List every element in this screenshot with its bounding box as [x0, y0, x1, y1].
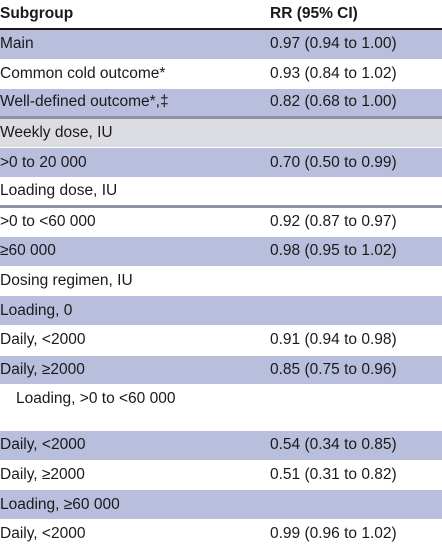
table-row — [0, 461, 442, 491]
row-label: Daily, <2000 — [0, 436, 86, 454]
row-value: 0.93 (0.84 to 1.02) — [270, 64, 397, 82]
row-value: 0.82 (0.68 to 1.00) — [270, 93, 397, 111]
table-row — [0, 30, 442, 60]
row-label: Common cold outcome* — [0, 64, 166, 82]
row-label: >0 to <60 000 — [0, 212, 96, 230]
header-subgroup: Subgroup — [0, 5, 74, 22]
section-label: Loading, 0 — [0, 301, 73, 319]
row-label: >0 to 20 000 — [0, 153, 87, 171]
row-value: 0.54 (0.34 to 0.85) — [270, 436, 397, 454]
section-header — [0, 178, 442, 208]
table-row — [0, 237, 442, 267]
row-label: Daily, <2000 — [0, 525, 86, 543]
row-label: Well-defined outcome*,‡ — [0, 93, 169, 111]
row-label: Daily, ≥2000 — [0, 466, 85, 484]
row-label: Daily, <2000 — [0, 331, 86, 349]
table-row — [0, 60, 442, 90]
row-value: 0.70 (0.50 to 0.99) — [270, 153, 397, 171]
row-value: 0.97 (0.94 to 1.00) — [270, 35, 397, 53]
section-header — [0, 296, 442, 326]
row-label: Daily, ≥2000 — [0, 360, 85, 378]
section-label: Loading, >0 to <60 000 — [16, 390, 176, 408]
table-row — [0, 208, 442, 238]
row-value: 0.91 (0.94 to 0.98) — [270, 331, 397, 349]
row-label: Main — [0, 35, 34, 53]
section-header — [0, 385, 442, 431]
section-header — [0, 267, 442, 297]
header-rr: RR (95% CI) — [270, 5, 358, 22]
row-label: ≥60 000 — [0, 242, 56, 260]
table-row — [0, 520, 442, 550]
section-label: Dosing regimen, IU — [0, 272, 133, 290]
row-value: 0.98 (0.95 to 1.02) — [270, 242, 397, 260]
row-value: 0.85 (0.75 to 0.96) — [270, 360, 397, 378]
section-label: Loading, ≥60 000 — [0, 495, 120, 513]
table-row — [0, 326, 442, 356]
table-header — [0, 0, 442, 30]
table-row — [0, 431, 442, 461]
row-value: 0.99 (0.96 to 1.02) — [270, 525, 397, 543]
table-row — [0, 356, 442, 386]
table-row — [0, 148, 442, 178]
section-header — [0, 490, 442, 520]
section-label: Loading dose, IU — [0, 182, 118, 200]
row-value: 0.92 (0.87 to 0.97) — [270, 212, 397, 230]
section-label: Weekly dose, IU — [0, 124, 113, 142]
row-value: 0.51 (0.31 to 0.82) — [270, 466, 397, 484]
table-row — [0, 89, 442, 119]
section-header — [0, 119, 442, 149]
